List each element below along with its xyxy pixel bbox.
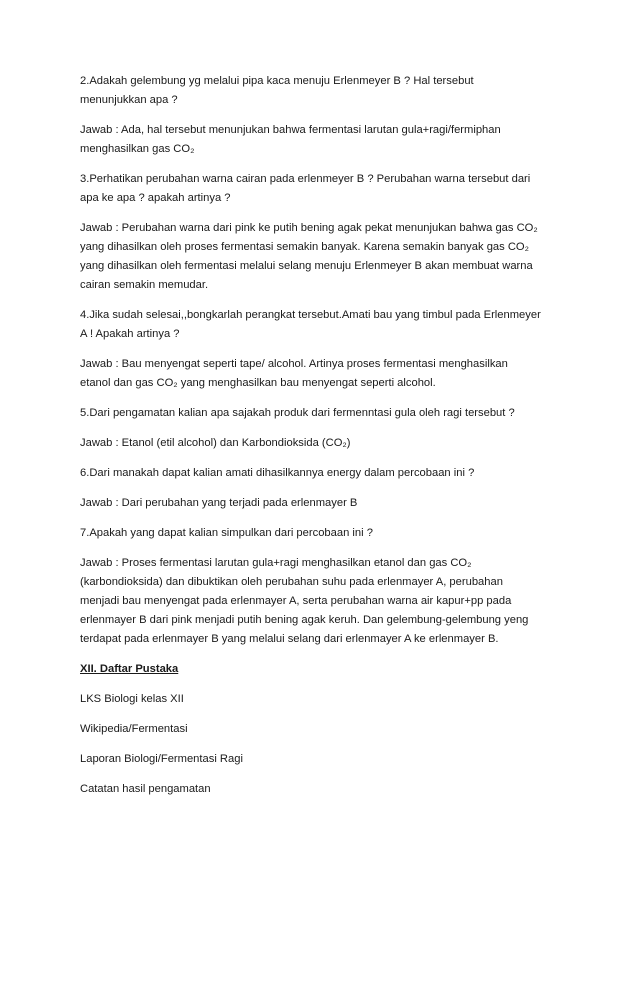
question-2-line-2: menunjukkan apa ? xyxy=(80,94,178,106)
answer-2-line-2: menghasilkan gas CO₂ xyxy=(80,143,195,155)
answer-5-line-1: Jawab : Etanol (etil alcohol) dan Karbondioksida (CO₂) xyxy=(80,437,351,449)
answer-7-line-2: (karbondioksida) dan dibuktikan oleh perubahan suhu pada erlenmayer A, perubahan xyxy=(80,576,503,588)
answer-4-line-2: etanol dan gas CO₂ yang menghasilkan bau menyengat seperti alcohol. xyxy=(80,377,436,389)
answer-3-line-4: cairan semakin memudar. xyxy=(80,279,209,291)
question-2-line-1: 2.Adakah gelembung yg melalui pipa kaca menuju Erlenmeyer B ? Hal tersebut xyxy=(80,75,474,87)
answer-3 xyxy=(80,219,568,295)
answer-3-line-3: yang dihasilkan oleh fermentasi melalui selang menuju Erlenmeyer B akan membuat warna xyxy=(80,260,533,272)
answer-2-line-1: Jawab : Ada, hal tersebut menunjukan bahwa fermentasi larutan gula+ragi/fermiphan xyxy=(80,124,501,136)
question-7 xyxy=(80,524,568,543)
question-3-line-2: apa ke apa ? apakah artinya ? xyxy=(80,192,231,204)
answer-7-line-4: erlenmayer B dari pink menjadi putih bening agak keruh. Dan gelembung-gelembung yeng xyxy=(80,614,529,626)
answer-4-line-1: Jawab : Bau menyengat seperti tape/ alcohol. Artinya proses fermentasi menghasilkan xyxy=(80,358,508,370)
question-6 xyxy=(80,464,568,483)
question-3-line-1: 3.Perhatikan perubahan warna cairan pada erlenmeyer B ? Perubahan warna tersebut dari xyxy=(80,173,531,185)
answer-6-line-1: Jawab : Dari perubahan yang terjadi pada erlenmayer B xyxy=(80,497,358,509)
answer-7-line-1: Jawab : Proses fermentasi larutan gula+ragi menghasilkan etanol dan gas CO₂ xyxy=(80,557,472,569)
question-4-line-2: A ! Apakah artinya ? xyxy=(80,328,180,340)
reference-item: Catatan hasil pengamatan xyxy=(80,783,211,795)
question-6-line-1: 6.Dari manakah dapat kalian amati dihasilkannya energy dalam percobaan ini ? xyxy=(80,467,475,479)
question-4-line-1: 4.Jika sudah selesai,,bongkarlah perangkat tersebut.Amati bau yang timbul pada Erlenmeyer xyxy=(80,309,541,321)
answer-7-line-3: menjadi bau menyengat pada erlenmayer A, serta perubahan warna air kapur+pp pada xyxy=(80,595,512,607)
reference-item: LKS Biologi kelas XII xyxy=(80,693,184,705)
answer-6 xyxy=(80,494,568,513)
answer-3-line-2: yang dihasilkan oleh proses fermentasi semakin banyak. Karena semakin banyak gas CO₂ xyxy=(80,241,529,253)
answer-7-line-5: terdapat pada erlenmayer B yang melalui selang dari erlenmayer A ke erlenmayer B. xyxy=(80,633,499,645)
question-4 xyxy=(80,306,568,344)
answer-3-line-1: Jawab : Perubahan warna dari pink ke putih bening agak pekat menunjukan bahwa gas CO₂ xyxy=(80,222,538,234)
question-2 xyxy=(80,72,568,110)
reference-item: Wikipedia/Fermentasi xyxy=(80,723,188,735)
answer-5 xyxy=(80,434,568,453)
answer-2 xyxy=(80,121,568,159)
reference-item: Laporan Biologi/Fermentasi Ragi xyxy=(80,753,243,765)
question-5-line-1: 5.Dari pengamatan kalian apa sajakah produk dari fermenntasi gula oleh ragi tersebut ? xyxy=(80,407,515,419)
answer-4 xyxy=(80,355,568,393)
question-7-line-1: 7.Apakah yang dapat kalian simpulkan dari percobaan ini ? xyxy=(80,527,373,539)
question-5 xyxy=(80,404,568,423)
answer-7 xyxy=(80,554,568,649)
references-heading: XII. Daftar Pustaka xyxy=(80,663,179,675)
document-page xyxy=(80,72,568,810)
question-3 xyxy=(80,170,568,208)
